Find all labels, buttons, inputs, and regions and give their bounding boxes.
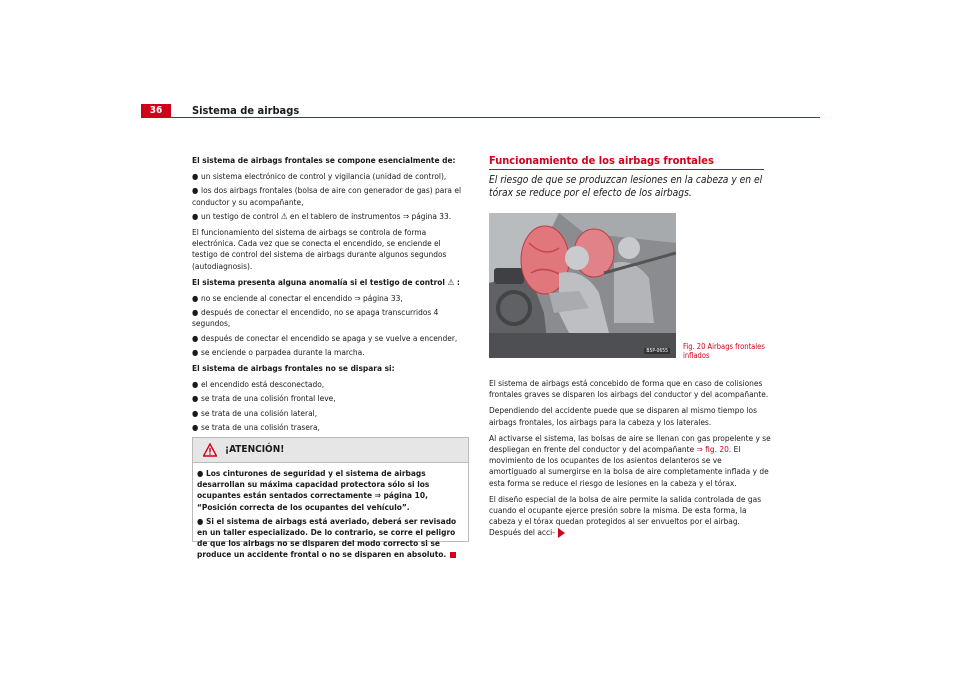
section-title: Funcionamiento de los airbags frontales [489, 154, 714, 167]
figure-link[interactable]: ⇒ fig. 20 [696, 444, 729, 455]
bullet-icon: ● [197, 516, 204, 526]
continue-arrow-icon [558, 528, 565, 538]
bullet-icon: ● [192, 394, 199, 404]
page-header-title: Sistema de airbags [192, 104, 300, 117]
list-item: ● se enciende o parpadea durante la marcha. [192, 346, 365, 357]
paragraph: El diseño especial de la bolsa de aire permite la salida controlada de gas cuando el ocupante ejerce presión sobre la misma. De esta forma, la cabeza y el tórax quedan protegidos al ser envueltos por el airbag. Después del acci- [489, 493, 762, 538]
paragraph: El sistema de airbags está concebido de forma que en caso de colisiones frontales graves se disparen los airbags del conductor y del acompañante. [489, 378, 769, 400]
no-deploy-heading: El sistema de airbags frontales no se dispara si: [192, 363, 395, 374]
list-item: ● se trata de una colisión frontal leve, [192, 393, 336, 404]
list-item: ● el encendido está desconectado, [192, 379, 325, 390]
list-item: ● después de conectar el encendido, no se apaga transcurridos 4 segundos, [192, 307, 439, 329]
bullet-icon: ● [192, 308, 199, 318]
warning-item: ● Si el sistema de airbags está averiado, deberá ser revisado en un taller especializado. De lo contrario, se corre el peligro de que los airbags no se disparen del modo correcto si se produce un accidente frontal o no se disparen en absoluto. [197, 515, 457, 560]
bullet-icon: ● [192, 380, 199, 390]
bullet-icon: ● [192, 333, 199, 343]
warning-title: ¡ATENCIÓN! [225, 444, 285, 455]
section-rule [489, 169, 764, 170]
list-item: ● después de conectar el encendido se apaga y se vuelve a encender, [192, 332, 458, 343]
warning-box [192, 437, 469, 560]
anomaly-list [192, 293, 468, 358]
bullet-icon: ● [197, 469, 204, 478]
bullet-icon: ● [192, 186, 199, 196]
warning-item: ● Los cinturones de seguridad y el sistema de airbags desarrollan su máxima capacidad protectora sólo si los ocupantes están sentados correctamente ⇒ página 10, “Posición correcta de los ocupantes del vehículo”. [197, 468, 430, 512]
figure-code: B5P-0655 [646, 348, 668, 354]
end-of-section-icon [450, 552, 456, 558]
list-item: ● no se enciende al conectar el encendido ⇒ página 33, [192, 293, 403, 304]
list-item: ● un testigo de control ⚠ en el tablero de instrumentos ⇒ página 33. [192, 210, 452, 221]
bullet-icon: ● [192, 172, 199, 182]
paragraph: Dependiendo del accidente puede que se disparen al mismo tiempo los airbags frontales, los airbags para la cabeza y los laterales. [489, 405, 757, 427]
page-number: 36 [141, 104, 171, 118]
list-item: ● los dos airbags frontales (bolsa de aire con generador de gas) para el conductor y su acompañante, [192, 185, 462, 207]
bullet-icon: ● [192, 347, 199, 357]
figure-caption: Fig. 20 Airbags frontales inflados [683, 342, 765, 360]
bullet-icon: ● [192, 294, 199, 304]
warning-header [193, 438, 468, 463]
list-item: ● se trata de una colisión lateral, [192, 407, 318, 418]
list-item: ● un sistema electrónico de control y vigilancia (unidad de control), [192, 171, 447, 182]
warning-body [193, 463, 468, 561]
left-column [192, 155, 468, 450]
components-intro: El sistema de airbags frontales se compone esencialmente de: [192, 155, 456, 165]
airbag-illustration [489, 213, 676, 358]
anomaly-heading: El sistema presenta alguna anomalía si el testigo de control ⚠ : [192, 276, 460, 287]
list-item: ● se trata de una colisión trasera, [192, 421, 320, 432]
header-rule [141, 117, 820, 118]
components-list [192, 171, 468, 222]
section-subtitle: El riesgo de que se produzcan lesiones en la cabeza y en el tórax se reduce por el efecto de los airbags. [489, 175, 763, 199]
right-body-text [489, 378, 771, 544]
bullet-icon: ● [192, 422, 199, 432]
airbag-figure [489, 213, 676, 358]
paragraph: Al activarse el sistema, las bolsas de aire se llenan con gas propelente y se despliegan en frente del conductor y del acompañante ⇒ fig. 20. El movimiento de los ocupantes de los asientos delanteros se ve amortiguado al sumergirse en la bolsa de aire completamente inflada y de esta forma se reduce el riesgo de lesiones en la cabeza y el tórax. [489, 432, 771, 488]
warning-triangle-icon [203, 443, 217, 457]
bullet-icon: ● [192, 211, 199, 221]
bullet-icon: ● [192, 408, 199, 418]
paragraph: El funcionamiento del sistema de airbags se controla de forma electrónica. Cada vez que se conecta el encendido, se enciende el testigo de control del sistema de airbags durante algunos segundos (autodiagnosis). [192, 227, 447, 271]
